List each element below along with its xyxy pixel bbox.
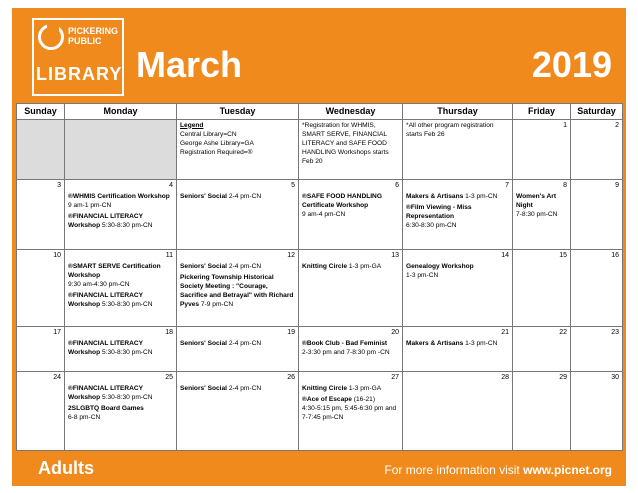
event-time: 9:30 am-4:30 pm-CN <box>68 281 130 289</box>
event <box>302 384 399 393</box>
event-title: ®FINANCIAL LITERACY Workshop <box>68 212 143 229</box>
week-row <box>17 250 623 327</box>
legend-line: Central Library=CN <box>180 130 237 138</box>
event-title: Seniors' Social <box>180 263 228 271</box>
event-time: 9 am-4 pm-CN <box>302 210 346 218</box>
event <box>302 192 399 219</box>
day-cell <box>513 179 571 249</box>
day-cell <box>513 250 571 327</box>
event-title: Seniors' Social <box>180 385 228 393</box>
day-number: 28 <box>501 374 509 382</box>
event <box>68 384 173 402</box>
event <box>180 339 295 348</box>
day-number: 29 <box>559 374 567 382</box>
weekday-header-row <box>17 104 623 120</box>
legend-heading: Legend <box>180 121 204 129</box>
day-cell <box>65 326 177 372</box>
event <box>302 339 399 357</box>
day-number: 18 <box>165 328 173 336</box>
day-number: 20 <box>391 328 399 336</box>
day-number: 23 <box>611 328 619 336</box>
weekday-monday: Monday <box>65 104 177 120</box>
calendar-page <box>12 8 626 486</box>
day-number: 19 <box>287 328 295 336</box>
event <box>180 384 295 393</box>
registration-note: *Registration for WHMIS, SMART SERVE, FINANCIAL LITERACY and SAFE FOOD HANDLING Workshops starts Feb 20 <box>302 121 389 165</box>
event <box>180 192 295 201</box>
event-title: ®FINANCIAL LITERACY Workshop <box>68 385 143 402</box>
day-cell <box>17 372 65 451</box>
event-time: 2-4 pm-CN <box>227 263 262 271</box>
event-title: ®Ace of Escape <box>302 396 352 404</box>
year-title: 2019 <box>531 44 612 85</box>
event-title: Knitting Circle <box>302 385 348 393</box>
event-title: ®SMART SERVE Certification Workshop <box>68 263 161 280</box>
event <box>302 262 399 271</box>
day-number: 5 <box>291 181 295 189</box>
day-number: 24 <box>53 374 61 382</box>
event <box>68 192 173 210</box>
day-number: 8 <box>563 181 567 189</box>
event <box>68 212 173 230</box>
day-number: 11 <box>165 252 173 260</box>
event-time: 1-3 pm-GA <box>347 263 382 271</box>
day-cell <box>17 250 65 327</box>
event-time: 1-3 pm-CN <box>406 272 439 280</box>
event <box>516 192 567 219</box>
logo-text-public: PUBLIC <box>68 36 102 46</box>
day-cell <box>299 250 403 327</box>
day-cell <box>403 250 513 327</box>
day-number: 10 <box>53 252 61 260</box>
event <box>406 262 509 280</box>
event-title: ®FINANCIAL LITERACY Workshop <box>68 292 143 309</box>
weekday-friday: Friday <box>513 104 571 120</box>
event-time: 1-3 pm-CN <box>463 339 498 347</box>
event-title: Seniors' Social <box>180 192 228 200</box>
registration-note-cell <box>403 119 513 179</box>
event-time: 4:30-5:15 pm, 5:45-6:30 pm and 7-7:45 pm-CN <box>302 405 397 422</box>
logo-text-pickering: PICKERING <box>68 26 119 36</box>
day-number: 3 <box>57 181 61 189</box>
day-number: 9 <box>615 181 619 189</box>
event-title: ®WHMIS Certification Workshop <box>68 192 170 200</box>
day-cell <box>571 179 623 249</box>
event-time: 2-3:30 pm and 7-8:30 pm -CN <box>302 348 390 356</box>
legend-cell <box>177 119 299 179</box>
day-number: 13 <box>391 252 399 260</box>
event-title: 2SLGBTQ Board Games <box>68 405 144 413</box>
event-time: 5:30-8:30 pm-CN <box>100 301 153 309</box>
event <box>406 203 509 230</box>
day-number: 12 <box>287 252 295 260</box>
day-number: 4 <box>169 181 173 189</box>
day-cell <box>403 179 513 249</box>
event <box>68 291 173 309</box>
day-cell <box>571 372 623 451</box>
weekday-tuesday: Tuesday <box>177 104 299 120</box>
logo-text-library: LIBRARY <box>36 64 123 84</box>
event-title: Makers & Artisans <box>406 339 464 347</box>
event-time: 2-4 pm-CN <box>227 192 262 200</box>
weekday-saturday: Saturday <box>571 104 623 120</box>
event-time: 5:30-8:30 pm-CN <box>100 221 153 229</box>
day-cell <box>299 179 403 249</box>
day-number: 16 <box>611 252 619 260</box>
event-title: ®SAFE FOOD HANDLING Certificate Workshop <box>302 192 382 209</box>
event-time: 2-4 pm-CN <box>227 385 262 393</box>
event-time: 6-8 pm-CN <box>68 414 101 422</box>
footer-info-text: For more information visit <box>384 463 524 477</box>
footer-info <box>384 463 612 477</box>
month-title: March <box>136 44 243 85</box>
day-number: 17 <box>53 328 61 336</box>
weekday-sunday: Sunday <box>17 104 65 120</box>
day-number: 1 <box>563 121 567 129</box>
day-cell <box>65 372 177 451</box>
day-number: 30 <box>611 374 619 382</box>
event-age: (16-21) <box>351 396 376 404</box>
event-title: Women's Art Night <box>516 192 557 209</box>
weekday-wednesday: Wednesday <box>299 104 403 120</box>
event-title: Knitting Circle <box>302 263 348 271</box>
day-cell <box>65 179 177 249</box>
day-cell <box>571 119 623 179</box>
empty-day-cell <box>17 119 65 179</box>
day-number: 21 <box>501 328 509 336</box>
day-cell <box>299 326 403 372</box>
weekday-thursday: Thursday <box>403 104 513 120</box>
day-number: 22 <box>559 328 567 336</box>
day-number: 26 <box>287 374 295 382</box>
event-title: ®Film Viewing - Miss Representation <box>406 203 472 220</box>
event-time: 1-3 pm-CN <box>463 192 498 200</box>
event-time: 1-3 pm-GA <box>347 385 382 393</box>
event-title: ®Book Club - Bad Feminist <box>302 339 388 347</box>
day-cell <box>513 372 571 451</box>
day-number: 6 <box>395 181 399 189</box>
registration-note: *All other program registration starts Feb 26 <box>406 121 494 138</box>
event-title: ®FINANCIAL LITERACY Workshop <box>68 339 143 356</box>
day-cell <box>17 179 65 249</box>
day-cell <box>513 119 571 179</box>
event-time: 5:30-8:30 pm-CN <box>100 348 153 356</box>
week-row <box>17 179 623 249</box>
event-title: Seniors' Social <box>180 339 228 347</box>
event-time: 7-8:30 pm-CN <box>516 210 558 218</box>
day-cell <box>513 326 571 372</box>
day-number: 27 <box>391 374 399 382</box>
event-title: Genealogy Workshop <box>406 263 474 271</box>
event-time: 2-4 pm-CN <box>227 339 262 347</box>
logo-mark-icon <box>38 24 64 50</box>
legend-line: Registration Required=® <box>180 148 253 156</box>
event <box>68 262 173 289</box>
event <box>302 395 399 404</box>
day-cell <box>299 372 403 451</box>
day-cell <box>177 372 299 451</box>
library-logo <box>32 18 124 96</box>
day-cell <box>17 326 65 372</box>
day-number: 25 <box>165 374 173 382</box>
event-time: 7-9 pm-CN <box>199 301 234 309</box>
day-number: 7 <box>505 181 509 189</box>
empty-day-cell <box>65 119 177 179</box>
day-number: 2 <box>615 121 619 129</box>
event <box>180 262 295 271</box>
audience-label: Adults <box>38 458 94 478</box>
event-time: 6:30-8:30 pm-CN <box>406 221 457 229</box>
event <box>406 192 509 201</box>
week-row <box>17 119 623 179</box>
calendar-grid <box>16 103 623 451</box>
day-cell <box>177 250 299 327</box>
event <box>180 273 295 309</box>
event-title: Pickering Township Historical Society Meeting : "Courage, Sacrifice and Betrayal" with Richard Pyves <box>180 274 294 309</box>
week-row <box>17 326 623 372</box>
website-link[interactable]: www.picnet.org <box>523 463 612 477</box>
event-time: 9 am-1 pm-CN <box>68 201 112 209</box>
event <box>68 339 173 357</box>
day-cell <box>571 250 623 327</box>
event-time: 5:30-8:30 pm-CN <box>100 394 153 402</box>
week-row <box>17 372 623 451</box>
event <box>68 404 173 422</box>
day-number: 14 <box>501 252 509 260</box>
day-cell <box>571 326 623 372</box>
day-number: 15 <box>559 252 567 260</box>
event-title: Makers & Artisans <box>406 192 464 200</box>
legend-line: George Ashe Library=GA <box>180 139 254 147</box>
day-cell <box>65 250 177 327</box>
day-cell <box>403 372 513 451</box>
day-cell <box>403 326 513 372</box>
event <box>406 339 509 348</box>
day-cell <box>177 179 299 249</box>
registration-note-cell <box>299 119 403 179</box>
day-cell <box>177 326 299 372</box>
